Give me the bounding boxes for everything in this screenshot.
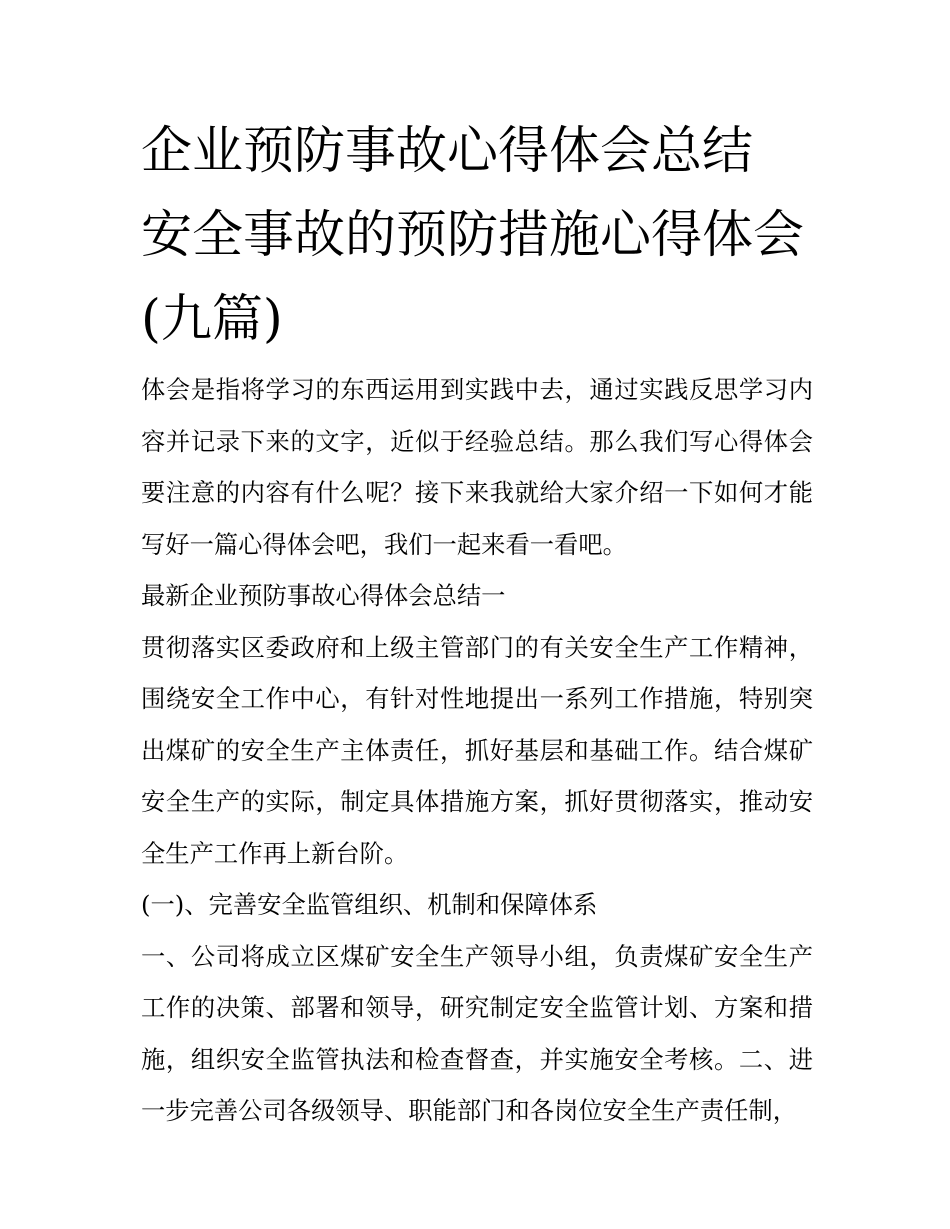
body-paragraph: 一、公司将成立区煤矿安全生产领导小组，负责煤矿安全生产工作的决策、部署和领导，研究制定安全监管计划、方案和措施，组织安全监管执法和检查督查，并实施安全考核。二、进一步完善公司各级领导、职能部门和各岗位安全生产责任制， bbox=[141, 941, 813, 1125]
document-body bbox=[141, 364, 813, 1137]
subsection-heading: (一)、完善安全监管组织、机制和保障体系 bbox=[141, 890, 598, 919]
document-page bbox=[141, 110, 813, 1137]
document-title: 企业预防事故心得体会总结 安全事故的预防措施心得体会(九篇) bbox=[141, 122, 805, 349]
body-paragraph: 贯彻落实区委政府和上级主管部门的有关安全生产工作精神，围绕安全工作中心，有针对性地提出一系列工作措施，特别突出煤矿的安全生产主体责任，抓好基层和基础工作。结合煤矿安全生产的实际，制定具体措施方案，抓好贯彻落实，推动安全生产工作再上新台阶。 bbox=[141, 632, 813, 868]
section-heading: 最新企业预防事故心得体会总结一 bbox=[141, 581, 506, 610]
intro-paragraph: 体会是指将学习的东西运用到实践中去，通过实践反思学习内容并记录下来的文字，近似于经验总结。那么我们写心得体会要注意的内容有什么呢？接下来我就给大家介绍一下如何才能写好一篇心得体会吧，我们一起来看一看吧。 bbox=[141, 375, 813, 559]
